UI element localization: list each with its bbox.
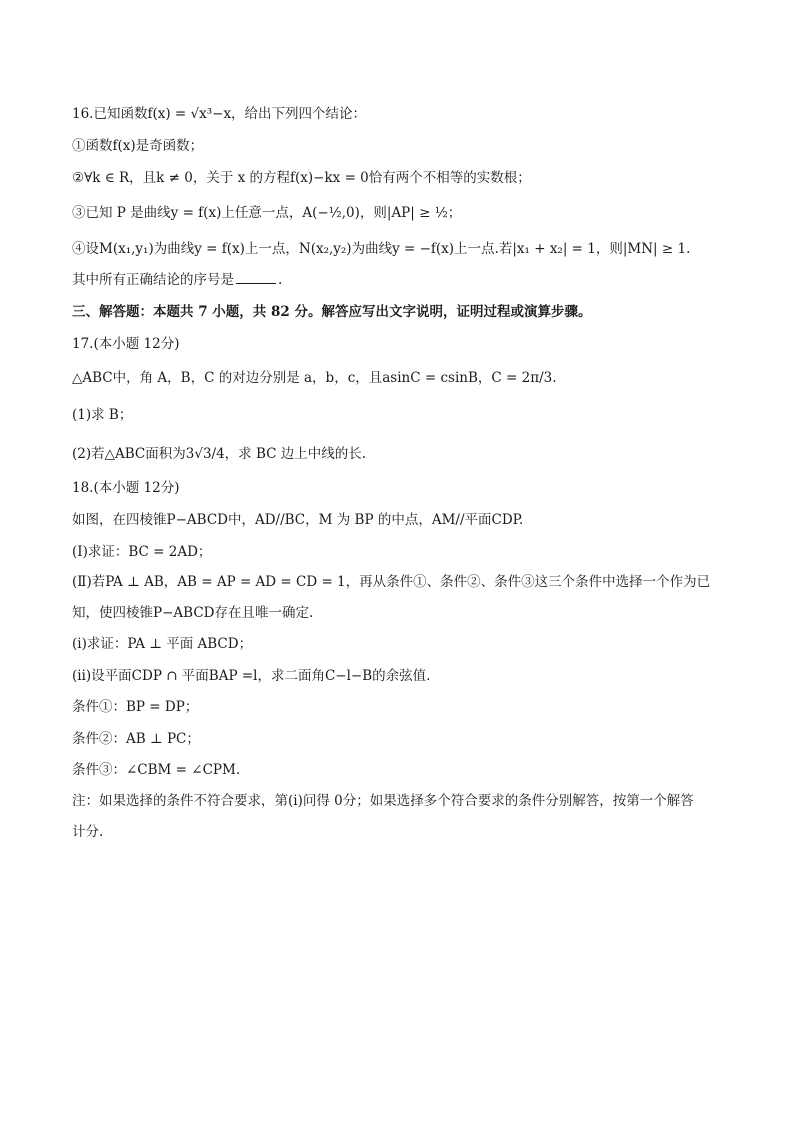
q17-title: 17.(本小题 12分) [72,336,180,352]
q18-note-line-1: 注：如果选择的条件不符合要求，第(i)问得 0分；如果选择多个符合要求的条件分别解答，按第一个解答 [72,793,694,809]
q18-part-1: (Ⅰ)求证：BC = 2AD； [72,544,212,560]
q16-conclusion-2: ②∀k ∈ R，且k ≠ 0，关于 x 的方程f(x)−kx = 0恰有两个不相等的实数根； [72,170,531,186]
q18-condition-2: 条件②：AB ⊥ PC； [72,731,200,747]
q18-part-2-line-1: (Ⅱ)若PA ⊥ AB，AB = AP = AD = CD = 1，再从条件①、条件②、条件③这三个条件中选择一个作为已 [72,574,711,590]
q18-part-i: (i)求证：PA ⊥ 平面 ABCD； [72,636,253,652]
q16-conclusion-4: ④设M(x₁,y₁)为曲线y = f(x)上一点，N(x₂,y₂)为曲线y = −f(x)上一点.若|x₁ + x₂| = 1，则|MN| ≥ 1. [72,241,691,257]
q16-conclusion-3: ③已知 P 是曲线y = f(x)上任意一点，A(−½,0)，则|AP| ≥ ½； [72,205,462,221]
q18-condition-3: 条件③：∠CBM = ∠CPM. [72,762,241,778]
q17-part-2: (2)若△ABC面积为3√3/4，求 BC 边上中线的长. [72,446,367,462]
q18-note-line-2: 计分. [72,824,104,840]
q16-intro: 16.已知函数f(x) = √x³−x，给出下列四个结论： [72,106,367,122]
q16-question [72,270,282,290]
q17-part-1: (1)求 B； [72,407,133,423]
q18-condition-1: 条件①：BP = DP； [72,699,199,715]
answer-blank [236,271,276,284]
q16-conclusion-1: ①函数f(x)是奇函数； [72,138,204,154]
q18-part-2-line-2: 知，使四棱锥P−ABCD存在且唯一确定. [72,605,314,621]
q16-question-end: . [278,272,283,288]
q18-title: 18.(本小题 12分) [72,480,180,496]
section-3-heading: 三、解答题：本题共 7 小题，共 82 分。解答应写出文字说明，证明过程或演算步骤。 [72,304,592,320]
q16-question-text: 其中所有正确结论的序号是 [72,272,234,288]
q18-stem: 如图，在四棱锥P−ABCD中，AD//BC，M 为 BP 的中点，AM//平面CDP. [72,512,524,528]
q18-part-ii: (ⅱ)设平面CDP ∩ 平面BAP =l，求二面角C−l−B的余弦值. [72,668,431,684]
q17-stem: △ABC中，角 A，B，C 的对边分别是 a，b，c，且asinC = csinB，C = 2π/3. [72,370,557,386]
